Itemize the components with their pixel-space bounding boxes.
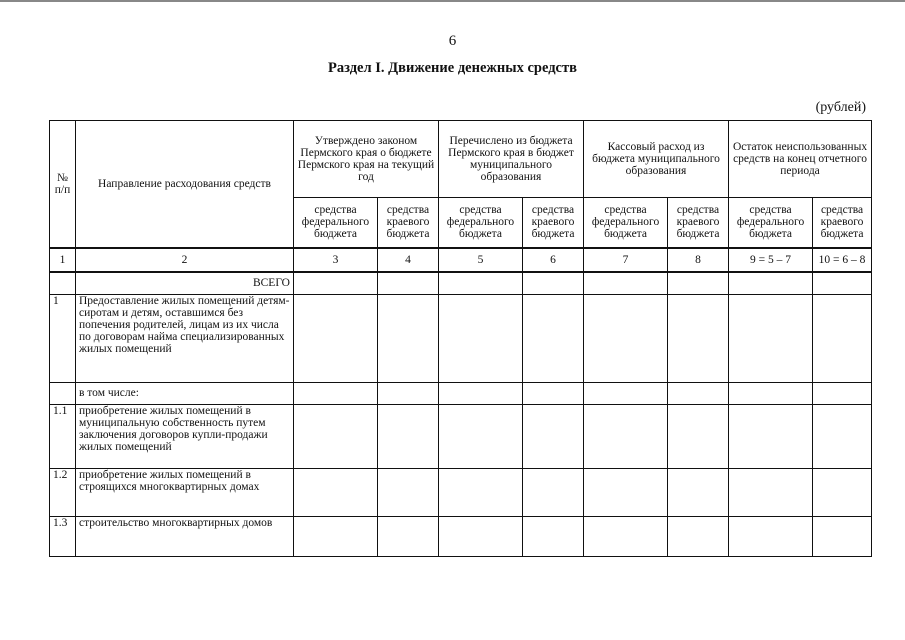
- table-cell: [523, 294, 584, 382]
- table-cell: [584, 272, 668, 295]
- column-number: 9 = 5 – 7: [729, 248, 813, 272]
- header-num: № п/п: [50, 121, 76, 248]
- table-row: [50, 382, 872, 404]
- table-cell: [584, 516, 668, 556]
- table-cell: [668, 382, 729, 404]
- table-row: [50, 404, 872, 468]
- units-label: (рублей): [815, 100, 866, 115]
- row-direction: приобретение жилых помещений в строящихся многоквартирных домах: [76, 468, 294, 516]
- header-cash-expense: Кассовый расход из бюджета муниципального образования: [584, 121, 729, 198]
- table-cell: [729, 272, 813, 295]
- table-cell: [50, 272, 76, 295]
- table-cell: [729, 516, 813, 556]
- row-number: [50, 382, 76, 404]
- sub-header-regional: средства краевого бюджета: [668, 198, 729, 248]
- sub-header-federal: средства федерального бюджета: [584, 198, 668, 248]
- cash-flow-table: [49, 120, 872, 557]
- sub-header-regional: средства краевого бюджета: [813, 198, 872, 248]
- row-direction: приобретение жилых помещений в муниципальную собственность путем заключения договоров купли-продажи жилых помещений: [76, 404, 294, 468]
- table-cell: [523, 516, 584, 556]
- header-balance: Остаток неиспользованных средств на конец отчетного периода: [729, 121, 872, 198]
- table-cell: [584, 382, 668, 404]
- table-cell: [523, 468, 584, 516]
- table-cell: [378, 468, 439, 516]
- table-cell: [523, 382, 584, 404]
- table-cell: [294, 516, 378, 556]
- column-number: 5: [439, 248, 523, 272]
- column-number-row: [50, 248, 872, 272]
- table-cell: [439, 272, 523, 295]
- table-cell: [813, 468, 872, 516]
- total-row: [50, 272, 872, 295]
- table-cell: [378, 272, 439, 295]
- table-cell: [523, 272, 584, 295]
- table-cell: [813, 382, 872, 404]
- table-cell: [294, 272, 378, 295]
- row-number: 1.3: [50, 516, 76, 556]
- table-cell: [668, 294, 729, 382]
- header-approved: Утверждено законом Пермского края о бюджете Пермского края на текущий год: [294, 121, 439, 198]
- column-number: 2: [76, 248, 294, 272]
- table-cell: [729, 404, 813, 468]
- table-cell: [584, 294, 668, 382]
- row-number: 1: [50, 294, 76, 382]
- table-cell: [378, 404, 439, 468]
- table-cell: [668, 404, 729, 468]
- sub-header-regional: средства краевого бюджета: [378, 198, 439, 248]
- column-number: 8: [668, 248, 729, 272]
- table-cell: [294, 468, 378, 516]
- column-number: 7: [584, 248, 668, 272]
- table-cell: [584, 404, 668, 468]
- page-number: 6: [448, 33, 457, 49]
- column-number: 3: [294, 248, 378, 272]
- table-cell: [668, 272, 729, 295]
- table-cell: [668, 516, 729, 556]
- header-transferred: Перечислено из бюджета Пермского края в бюджет муниципального образования: [439, 121, 584, 198]
- row-number: 1.2: [50, 468, 76, 516]
- row-direction: Предоставление жилых помещений детям-сиротам и детям, оставшимся без попечения родителей, лицам из их числа по договорам найма специализированных жилых помещений: [76, 294, 294, 382]
- row-number: 1.1: [50, 404, 76, 468]
- scan-top-edge: [0, 0, 905, 2]
- table-cell: [439, 468, 523, 516]
- table-cell: [294, 404, 378, 468]
- column-number: 1: [50, 248, 76, 272]
- sub-header-federal: средства федерального бюджета: [729, 198, 813, 248]
- table-row: [50, 294, 872, 382]
- table-cell: [378, 294, 439, 382]
- table-cell: [378, 382, 439, 404]
- table-cell: [523, 404, 584, 468]
- table-cell: [294, 382, 378, 404]
- sub-header-regional: средства краевого бюджета: [523, 198, 584, 248]
- header-direction: Направление расходования средств: [76, 121, 294, 248]
- column-number: 6: [523, 248, 584, 272]
- sub-header-federal: средства федерального бюджета: [439, 198, 523, 248]
- row-direction: в том числе:: [76, 382, 294, 404]
- sub-header-federal: средства федерального бюджета: [294, 198, 378, 248]
- table-cell: [729, 382, 813, 404]
- column-number: 10 = 6 – 8: [813, 248, 872, 272]
- table-cell: [439, 294, 523, 382]
- table-cell: [729, 468, 813, 516]
- table-cell: [378, 516, 439, 556]
- table-cell: [813, 272, 872, 295]
- table-cell: [729, 294, 813, 382]
- table-row: [50, 516, 872, 556]
- table-row: [50, 468, 872, 516]
- table-cell: [584, 468, 668, 516]
- table-cell: [439, 382, 523, 404]
- table-cell: [813, 404, 872, 468]
- section-title: Раздел I. Движение денежных средств: [328, 60, 577, 76]
- table-cell: [294, 294, 378, 382]
- total-label: ВСЕГО: [76, 272, 294, 295]
- table-cell: [439, 516, 523, 556]
- table-cell: [439, 404, 523, 468]
- row-direction: строительство многоквартирных домов: [76, 516, 294, 556]
- table-cell: [668, 468, 729, 516]
- table-cell: [813, 516, 872, 556]
- column-number: 4: [378, 248, 439, 272]
- table-cell: [813, 294, 872, 382]
